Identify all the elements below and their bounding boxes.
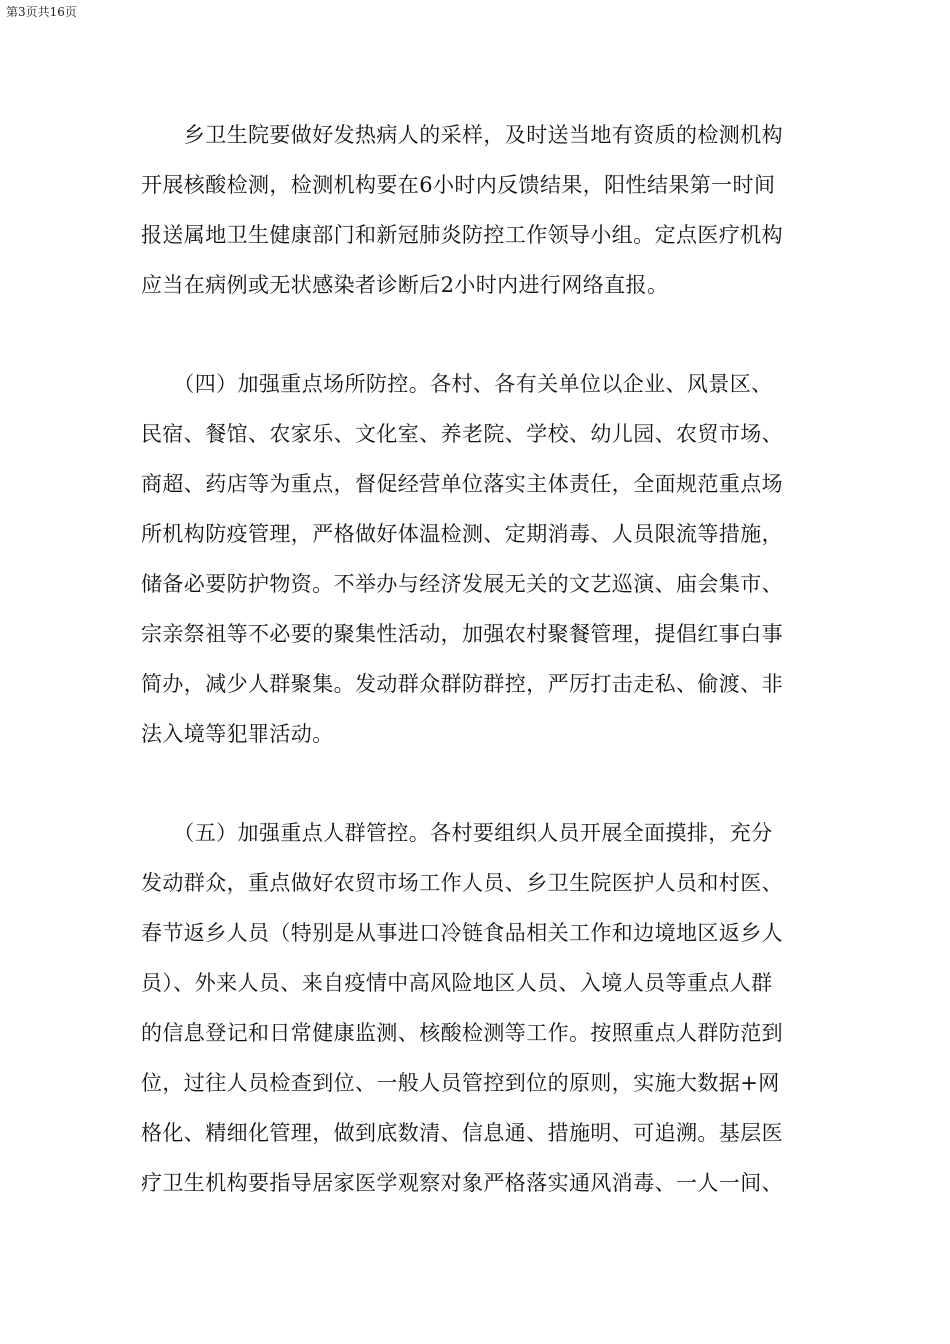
text-line: 法入境等犯罪活动。 xyxy=(141,722,334,746)
text-line: 春节返乡人员（特别是从事进口冷链食品相关工作和边境地区返乡人 xyxy=(141,921,783,945)
text-line: 位，过往人员检查到位、一般人员管控到位的原则，实施大数据+网 xyxy=(141,1071,780,1095)
text-line: 的信息登记和日常健康监测、核酸检测等工作。按照重点人群防范到 xyxy=(141,1021,783,1045)
text-line: 储备必要防护物资。不举办与经济发展无关的文艺巡演、庙会集市、 xyxy=(141,572,783,596)
text-line: （四）加强重点场所防控。各村、各有关单位以企业、风景区、 xyxy=(141,372,773,396)
text-line: 格化、精细化管理，做到底数清、信息通、措施明、可追溯。基层医 xyxy=(141,1121,783,1145)
text-line: 宗亲祭祖等不必要的聚集性活动，加强农村聚餐管理，提倡红事白事 xyxy=(141,622,783,646)
page-number-label: 第3页共16页 xyxy=(6,5,77,19)
text-line: （五）加强重点人群管控。各村要组织人员开展全面摸排，充分 xyxy=(141,821,773,845)
text-line: 商超、药店等为重点，督促经营单位落实主体责任，全面规范重点场 xyxy=(141,472,783,496)
text-line: 员）、外来人员、来自疫情中高风险地区人员、入境人员等重点人群 xyxy=(141,971,773,995)
text-line: 乡卫生院要做好发热病人的采样，及时送当地有资质的检测机构 xyxy=(141,123,783,147)
text-line: 报送属地卫生健康部门和新冠肺炎防控工作领导小组。定点医疗机构 xyxy=(141,223,783,247)
text-line: 开展核酸检测，检测机构要在6小时内反馈结果，阳性结果第一时间 xyxy=(141,173,776,197)
text-line: 所机构防疫管理，严格做好体温检测、定期消毒、人员限流等措施， xyxy=(141,522,783,546)
text-line: 民宿、餐馆、农家乐、文化室、养老院、学校、幼儿园、农贸市场、 xyxy=(141,422,783,446)
text-line: 简办，减少人群聚集。发动群众群防群控，严厉打击走私、偷渡、非 xyxy=(141,672,783,696)
text-line: 疗卫生机构要指导居家医学观察对象严格落实通风消毒、一人一间、 xyxy=(141,1171,783,1195)
text-line: 应当在病例或无状感染者诊断后2小时内进行网络直报。 xyxy=(141,273,669,297)
text-line: 发动群众，重点做好农贸市场工作人员、乡卫生院医护人员和村医、 xyxy=(141,871,783,895)
